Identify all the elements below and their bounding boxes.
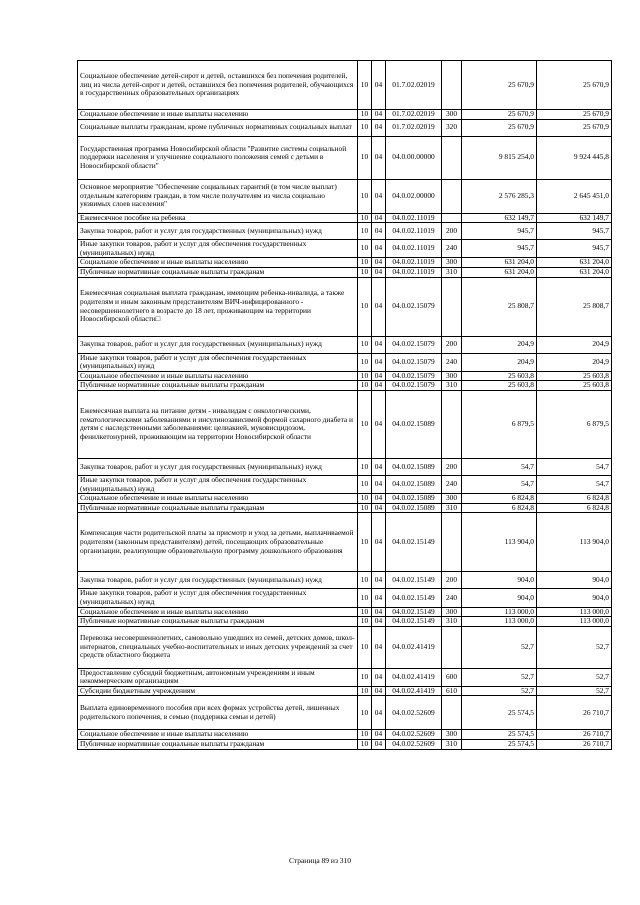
cell-csr: 04.0.02.15089 (386, 494, 442, 504)
cell-vr: 310 (442, 617, 462, 627)
cell-rz: 10 (358, 371, 372, 381)
cell-pr: 04 (372, 277, 386, 336)
cell-rz: 10 (358, 696, 372, 730)
table-row (78, 503, 612, 513)
cell-v2: 26 710,7 (537, 730, 612, 740)
table-row (78, 353, 612, 371)
cell-name: Закупка товаров, работ и услуг для государственных (муниципальных) нужд (78, 223, 358, 240)
cell-vr: 200 (442, 223, 462, 240)
cell-name: Закупка товаров, работ и услуг для государственных (муниципальных) нужд (78, 336, 358, 353)
cell-rz: 10 (358, 381, 372, 391)
cell-v2: 204,9 (537, 353, 612, 371)
cell-csr: 04.0.02.15149 (386, 513, 442, 572)
table-row (78, 730, 612, 740)
table-row (78, 740, 612, 750)
cell-name: Публичные нормативные социальные выплаты гражданам (78, 267, 358, 277)
cell-csr: 04.0.02.15079 (386, 277, 442, 336)
cell-pr: 04 (372, 240, 386, 258)
cell-v2: 945,7 (537, 240, 612, 258)
cell-rz: 10 (358, 213, 372, 223)
cell-v1: 631 204,0 (462, 267, 537, 277)
table-row (78, 213, 612, 223)
cell-vr: 310 (442, 503, 462, 513)
cell-rz: 10 (358, 686, 372, 696)
cell-csr: 04.0.02.15089 (386, 503, 442, 513)
cell-pr: 04 (372, 696, 386, 730)
cell-v2: 52,7 (537, 626, 612, 668)
table-row (78, 572, 612, 589)
cell-name: Иные закупки товаров, работ и услуг для обеспечения государственных (муниципальных) нужд (78, 353, 358, 371)
cell-v2: 904,0 (537, 572, 612, 589)
cell-pr: 04 (372, 730, 386, 740)
cell-rz: 10 (358, 240, 372, 258)
cell-vr: 310 (442, 381, 462, 391)
cell-rz: 10 (358, 668, 372, 686)
cell-v1: 54,7 (462, 475, 537, 493)
cell-vr: 300 (442, 110, 462, 120)
cell-v1: 25 574,5 (462, 740, 537, 750)
cell-rz: 10 (358, 607, 372, 617)
cell-rz: 10 (358, 494, 372, 504)
cell-v1: 2 576 285,3 (462, 179, 537, 213)
cell-rz: 10 (358, 136, 372, 179)
table-row (78, 371, 612, 381)
cell-name: Публичные нормативные социальные выплаты гражданам (78, 503, 358, 513)
cell-name: Субсидии бюджетным учреждениям (78, 686, 358, 696)
cell-csr: 01.7.02.02019 (386, 119, 442, 136)
cell-csr: 04.0.02.15089 (386, 390, 442, 458)
cell-v2: 945,7 (537, 223, 612, 240)
cell-v2: 631 204,0 (537, 267, 612, 277)
cell-vr: 300 (442, 258, 462, 268)
cell-vr (442, 213, 462, 223)
cell-name: Публичные нормативные социальные выплаты гражданам (78, 381, 358, 391)
cell-vr (442, 696, 462, 730)
cell-rz: 10 (358, 390, 372, 458)
cell-rz: 10 (358, 179, 372, 213)
cell-vr: 200 (442, 458, 462, 475)
cell-v2: 54,7 (537, 458, 612, 475)
table-row (78, 696, 612, 730)
cell-v2: 6 824,8 (537, 494, 612, 504)
cell-csr: 04.0.02.11019 (386, 213, 442, 223)
cell-v2: 204,9 (537, 336, 612, 353)
cell-v1: 52,7 (462, 668, 537, 686)
cell-vr: 200 (442, 572, 462, 589)
page-footer: Страница 89 из 310 (288, 856, 352, 865)
table-row (78, 119, 612, 136)
cell-csr: 04.0.02.11019 (386, 258, 442, 268)
table-body (78, 61, 612, 750)
cell-pr: 04 (372, 503, 386, 513)
cell-pr: 04 (372, 607, 386, 617)
cell-name: Закупка товаров, работ и услуг для государственных (муниципальных) нужд (78, 458, 358, 475)
cell-name: Компенсация части родительской платы за присмотр и уход за детьми, выплачиваемой родителям (законным представителям) детей, посещающих образовательные организации, реализующие образовательную программу дошкольного образования (78, 513, 358, 572)
cell-pr: 04 (372, 258, 386, 268)
cell-v1: 25 574,5 (462, 730, 537, 740)
cell-name: Социальное обеспечение и иные выплаты населению (78, 258, 358, 268)
cell-csr: 04.0.02.15149 (386, 572, 442, 589)
cell-v1: 6 879,5 (462, 390, 537, 458)
cell-vr: 600 (442, 668, 462, 686)
cell-pr: 04 (372, 668, 386, 686)
cell-vr: 300 (442, 494, 462, 504)
cell-v2: 25 808,7 (537, 277, 612, 336)
cell-csr: 04.0.02.41419 (386, 668, 442, 686)
cell-v2: 113 904,0 (537, 513, 612, 572)
cell-csr: 01.7.02.02019 (386, 110, 442, 120)
cell-v2: 25 670,9 (537, 110, 612, 120)
cell-v1: 6 824,8 (462, 494, 537, 504)
cell-name: Основное мероприятие "Обеспечение социальных гарантий (в том числе выплат) отдельным категориям граждан, в том числе получателям из числа социально уязвимых слоев населения" (78, 179, 358, 213)
cell-pr: 04 (372, 61, 386, 110)
cell-v1: 632 149,7 (462, 213, 537, 223)
cell-v1: 904,0 (462, 589, 537, 607)
cell-vr: 240 (442, 353, 462, 371)
cell-v1: 25 670,9 (462, 61, 537, 110)
cell-pr: 04 (372, 475, 386, 493)
cell-v1: 631 204,0 (462, 258, 537, 268)
cell-v1: 9 815 254,0 (462, 136, 537, 179)
cell-csr: 04.0.02.00000 (386, 179, 442, 213)
cell-rz: 10 (358, 617, 372, 627)
cell-vr (442, 61, 462, 110)
budget-table (77, 60, 612, 750)
cell-pr: 04 (372, 267, 386, 277)
cell-vr (442, 390, 462, 458)
cell-v2: 631 204,0 (537, 258, 612, 268)
cell-v1: 113 000,0 (462, 617, 537, 627)
cell-vr: 240 (442, 240, 462, 258)
cell-v2: 52,7 (537, 686, 612, 696)
cell-v1: 25 670,9 (462, 119, 537, 136)
cell-rz: 10 (358, 458, 372, 475)
table-row (78, 240, 612, 258)
cell-rz: 10 (358, 223, 372, 240)
cell-pr: 04 (372, 626, 386, 668)
cell-v2: 6 824,8 (537, 503, 612, 513)
cell-pr: 04 (372, 458, 386, 475)
cell-pr: 04 (372, 223, 386, 240)
cell-v2: 113 000,0 (537, 617, 612, 627)
cell-v1: 204,9 (462, 336, 537, 353)
cell-csr: 04.0.02.15079 (386, 371, 442, 381)
cell-vr: 310 (442, 267, 462, 277)
cell-pr: 04 (372, 740, 386, 750)
cell-v2: 26 710,7 (537, 740, 612, 750)
cell-vr (442, 277, 462, 336)
cell-csr: 04.0.02.15079 (386, 353, 442, 371)
cell-rz: 10 (358, 475, 372, 493)
cell-v1: 25 670,9 (462, 110, 537, 120)
cell-rz: 10 (358, 626, 372, 668)
cell-name: Социальное обеспечение и иные выплаты населению (78, 730, 358, 740)
cell-rz: 10 (358, 513, 372, 572)
cell-vr (442, 179, 462, 213)
cell-rz: 10 (358, 730, 372, 740)
table-row (78, 223, 612, 240)
table-row (78, 277, 612, 336)
cell-csr: 04.0.02.41419 (386, 686, 442, 696)
cell-name: Государственная программа Новосибирской области "Развитие системы социальной поддержки населения и улучшение социального положения семей с детьми в Новосибирской области" (78, 136, 358, 179)
cell-vr: 610 (442, 686, 462, 696)
cell-rz: 10 (358, 110, 372, 120)
cell-pr: 04 (372, 686, 386, 696)
cell-v2: 632 149,7 (537, 213, 612, 223)
cell-pr: 04 (372, 213, 386, 223)
cell-name: Социальное обеспечение и иные выплаты населению (78, 371, 358, 381)
cell-csr: 04.0.02.15089 (386, 475, 442, 493)
cell-v2: 54,7 (537, 475, 612, 493)
cell-v1: 945,7 (462, 240, 537, 258)
cell-pr: 04 (372, 136, 386, 179)
cell-csr: 01.7.02.02019 (386, 61, 442, 110)
cell-vr: 300 (442, 371, 462, 381)
table-row (78, 267, 612, 277)
table-row (78, 589, 612, 607)
cell-rz: 10 (358, 353, 372, 371)
cell-csr: 04.0.00.00000 (386, 136, 442, 179)
cell-vr: 240 (442, 475, 462, 493)
table-row (78, 626, 612, 668)
cell-v2: 25 670,9 (537, 61, 612, 110)
cell-v1: 52,7 (462, 686, 537, 696)
cell-pr: 04 (372, 179, 386, 213)
cell-csr: 04.0.02.15149 (386, 589, 442, 607)
cell-pr: 04 (372, 513, 386, 572)
cell-v1: 25 574,5 (462, 696, 537, 730)
cell-pr: 04 (372, 353, 386, 371)
cell-vr: 200 (442, 336, 462, 353)
cell-vr: 300 (442, 730, 462, 740)
cell-name: Социальное обеспечение и иные выплаты населению (78, 110, 358, 120)
cell-v1: 6 824,8 (462, 503, 537, 513)
cell-csr: 04.0.02.52609 (386, 740, 442, 750)
cell-v2: 6 879,5 (537, 390, 612, 458)
table-row (78, 258, 612, 268)
cell-rz: 10 (358, 267, 372, 277)
table-row (78, 61, 612, 110)
cell-csr: 04.0.02.11019 (386, 267, 442, 277)
cell-v2: 52,7 (537, 668, 612, 686)
cell-name: Закупка товаров, работ и услуг для государственных (муниципальных) нужд (78, 572, 358, 589)
cell-csr: 04.0.02.52609 (386, 730, 442, 740)
cell-v1: 25 603,8 (462, 371, 537, 381)
table-row (78, 607, 612, 617)
cell-rz: 10 (358, 589, 372, 607)
cell-name: Публичные нормативные социальные выплаты гражданам (78, 617, 358, 627)
table-row (78, 390, 612, 458)
cell-pr: 04 (372, 119, 386, 136)
cell-vr: 320 (442, 119, 462, 136)
cell-pr: 04 (372, 381, 386, 391)
cell-vr (442, 136, 462, 179)
cell-pr: 04 (372, 589, 386, 607)
cell-v1: 945,7 (462, 223, 537, 240)
cell-v2: 26 710,7 (537, 696, 612, 730)
table-row (78, 381, 612, 391)
cell-pr: 04 (372, 572, 386, 589)
table-row (78, 110, 612, 120)
cell-rz: 10 (358, 258, 372, 268)
cell-csr: 04.0.02.15149 (386, 607, 442, 617)
cell-vr (442, 626, 462, 668)
cell-v1: 52,7 (462, 626, 537, 668)
cell-v1: 904,0 (462, 572, 537, 589)
cell-name: Социальные выплаты гражданам, кроме публичных нормативных социальных выплат (78, 119, 358, 136)
cell-rz: 10 (358, 119, 372, 136)
cell-name: Ежемесячная социальная выплата гражданам, имеющим ребенка-инвалида, а также родителям и иным законным представителям ВИЧ-инфицированного - несовершеннолетнего в возрасте до 18 лет, проживающим на территории Новосибирской области□ (78, 277, 358, 336)
cell-pr: 04 (372, 110, 386, 120)
cell-csr: 04.0.02.15079 (386, 336, 442, 353)
table-row (78, 179, 612, 213)
cell-pr: 04 (372, 390, 386, 458)
cell-pr: 04 (372, 617, 386, 627)
cell-name: Иные закупки товаров, работ и услуг для обеспечения государственных (муниципальных) нужд (78, 475, 358, 493)
table-row (78, 513, 612, 572)
table-row (78, 136, 612, 179)
cell-v1: 25 603,8 (462, 381, 537, 391)
cell-v1: 113 904,0 (462, 513, 537, 572)
table-row (78, 458, 612, 475)
cell-vr: 240 (442, 589, 462, 607)
table-row (78, 686, 612, 696)
cell-csr: 04.0.02.11019 (386, 223, 442, 240)
cell-csr: 04.0.02.15089 (386, 458, 442, 475)
cell-pr: 04 (372, 371, 386, 381)
cell-name: Публичные нормативные социальные выплаты гражданам (78, 740, 358, 750)
cell-csr: 04.0.02.52609 (386, 696, 442, 730)
table-row (78, 494, 612, 504)
cell-v1: 204,9 (462, 353, 537, 371)
table-row (78, 336, 612, 353)
cell-csr: 04.0.02.11019 (386, 240, 442, 258)
cell-v1: 113 000,0 (462, 607, 537, 617)
cell-vr (442, 513, 462, 572)
table-row (78, 668, 612, 686)
cell-csr: 04.0.02.15149 (386, 617, 442, 627)
cell-v2: 25 603,8 (537, 381, 612, 391)
table-row (78, 475, 612, 493)
cell-v1: 54,7 (462, 458, 537, 475)
cell-name: Ежемесячное пособие на ребенка (78, 213, 358, 223)
cell-name: Выплата единовременного пособия при всех формах устройства детей, лишенных родительского попечения, в семью (поддержка семьи и детей) (78, 696, 358, 730)
cell-rz: 10 (358, 503, 372, 513)
cell-v1: 25 808,7 (462, 277, 537, 336)
cell-pr: 04 (372, 336, 386, 353)
cell-rz: 10 (358, 336, 372, 353)
cell-name: Иные закупки товаров, работ и услуг для обеспечения государственных (муниципальных) нужд (78, 589, 358, 607)
cell-rz: 10 (358, 277, 372, 336)
cell-name: Перевозка несовершеннолетних, самовольно ушедших из семей, детских домов, школ-интернатов, специальных учебно-воспитательных и иных детских учреждений за счет средств областного бюджета (78, 626, 358, 668)
cell-v2: 25 670,9 (537, 119, 612, 136)
cell-name: Предоставление субсидий бюджетным, автономным учреждениям и иным некоммерческим организациям (78, 668, 358, 686)
cell-pr: 04 (372, 494, 386, 504)
cell-name: Ежемесячная выплата на питание детям - инвалидам с онкологическими, гематологическими заболеваниями и инсулинозависимой формой сахарного диабета и детям с наследственными заболеваниями: целиакией, муковисцидозом, фенилкетонурией, проживающим на территории Новосибирской области (78, 390, 358, 458)
cell-rz: 10 (358, 572, 372, 589)
cell-rz: 10 (358, 740, 372, 750)
cell-name: Социальное обеспечение детей-сирот и детей, оставшихся без попечения родителей, лиц из числа детей-сирот и детей, оставшихся без попечения родителей, обучающихся в государственных образовательных организациях (78, 61, 358, 110)
cell-name: Социальное обеспечение и иные выплаты населению (78, 607, 358, 617)
cell-name: Социальное обеспечение и иные выплаты населению (78, 494, 358, 504)
cell-v2: 2 645 451,0 (537, 179, 612, 213)
cell-v2: 9 924 445,8 (537, 136, 612, 179)
table-row (78, 617, 612, 627)
cell-name: Иные закупки товаров, работ и услуг для обеспечения государственных (муниципальных) нужд (78, 240, 358, 258)
cell-vr: 310 (442, 740, 462, 750)
cell-vr: 300 (442, 607, 462, 617)
cell-v2: 113 000,0 (537, 607, 612, 617)
cell-csr: 04.0.02.15079 (386, 381, 442, 391)
cell-csr: 04.0.02.41419 (386, 626, 442, 668)
cell-v2: 25 603,8 (537, 371, 612, 381)
cell-v2: 904,0 (537, 589, 612, 607)
cell-rz: 10 (358, 61, 372, 110)
